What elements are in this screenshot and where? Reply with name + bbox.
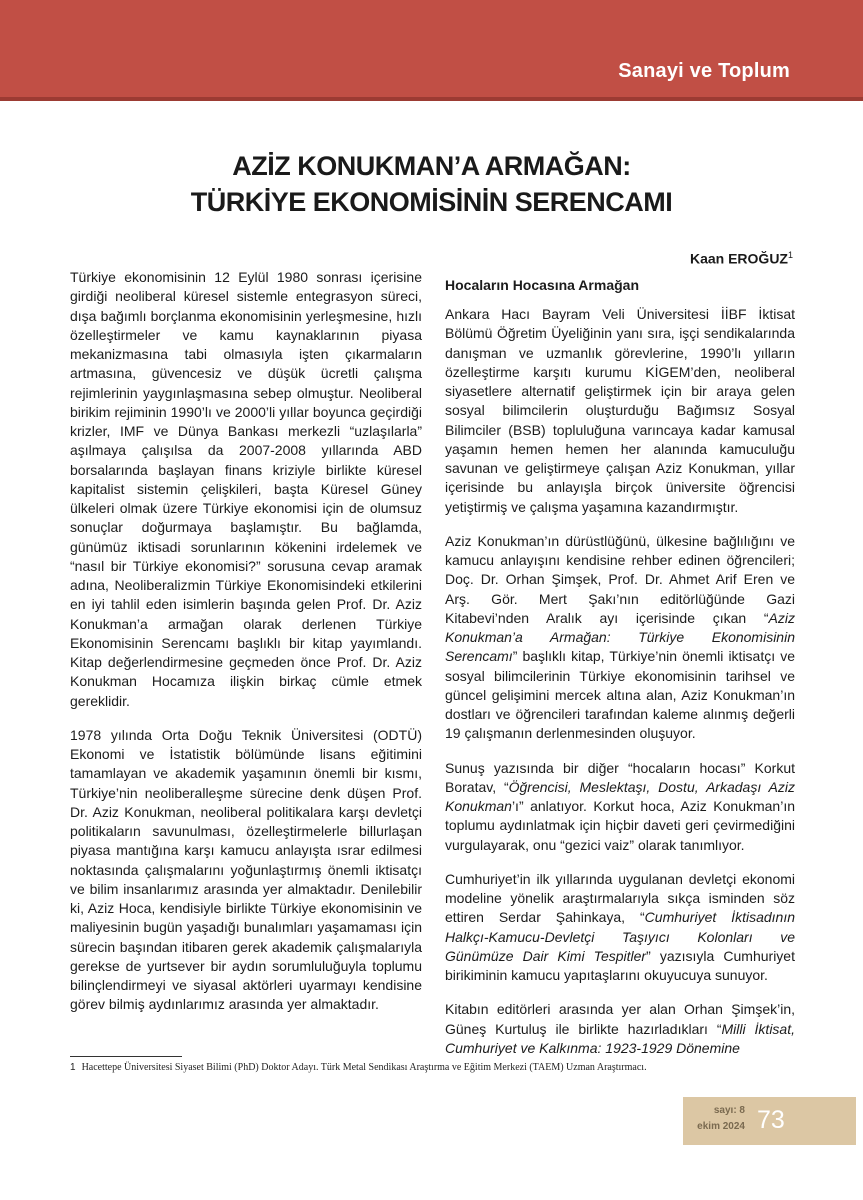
right-paragraph-5-text-a: Kitabın editörleri arasında yer alan Orhan Şimşek’in, Güneş Kurtuluş ile birlikte hazırladıkları “	[445, 1001, 795, 1037]
right-paragraph-4-text-a: Cumhuriyet’in ilk yıllarında uygulanan devletçi ekonomi modeline yönelik araştırmalarıyla sıkça isminden söz ettiren Serdar Şahinkaya, “	[445, 870, 795, 926]
article-title	[0, 148, 863, 220]
left-column	[70, 268, 422, 1030]
right-paragraph-1: Ankara Hacı Bayram Veli Üniversitesi İİBF İktisat Bölümü Öğretim Üyeliğinin yanı sıra, işçi sendikalarında danışman ve uzmanlık görevlerine, 1990’lı yılların özelleştirme karşıtı kurumu KİGEM’den, neoliberal siyasetlere alternatif geliştirmek için bir araya gelen sosyal bilimcilerin oluşturduğu Bağımsız Sosyal Bilimciler (BSB) topluluğuna varıncaya kadar kamusal yaşamın hemen hemen her alanında kamuculuğu savunan ve geliştirmeye çalışan Aziz Konukman, yıllar içerisinde bu anlayışla birçok üniversite öğrencisi yetiştirmiş ve çalışma yaşamına kazandırmıştır.	[445, 306, 795, 515]
footnote-rule	[70, 1056, 182, 1057]
issue-info	[683, 1103, 745, 1135]
right-paragraph-3-text-a: Sunuş yazısında bir diğer “hocaların hocası” Korkut Boratav, “	[445, 759, 795, 795]
issue-date: ekim 2024	[697, 1121, 745, 1132]
footnote-number: 1	[70, 1062, 76, 1073]
left-paragraph-2: 1978 yılında Orta Doğu Teknik Üniversitesi (ODTÜ) Ekonomi ve İstatistik bölümünde lisans eğitimini tamamlayan ve akademik yaşamının önemli bir kısmı, Türkiye’nin neoliberalleşme sürecine denk düşen Prof. Dr. Aziz Konukman, neoliberal politikalara karşı devletçi politikaların savunulması, özelleştirmelerle billurlaşan piyasa mantığına karşı kamucu anlayışta ısrar edilmesi noktasında çalışmalarını yoğunlaştırmış önemli iktisatçı ve bilim insanlarımız arasında yer almaktadır. Denilebilir ki, Aziz Hoca, kendisiyle birlikte Türkiye ekonomisinin ve maliyesinin bugün yaşadığı bunalımları yaşamaması için sürecin başından itibaren gerek akademik çalışmalarıyla gerekse de yurtsever bir aydın sorumluluğuyla toplumu bilinçlendirmeyi ve siyasal aktörleri uyarmayı kendisine görev bilmiş aydınlarımız arasında yer almaktadır.	[70, 726, 422, 1013]
footnote-text: Hacettepe Üniversitesi Siyaset Bilimi (PhD) Doktor Adayı. Türk Metal Sendikası Araştırma ve Eğitim Merkezi (TAEM) Uzman Araştırmacı.	[81, 1062, 647, 1073]
sahinkaya-piece-title: Cumhuriyet İktisadının Halkçı-Kamucu-Devletçi Taşıyıcı Kolonları ve Günümüze Dair Kimi Tespitler	[445, 909, 795, 964]
book-title: Aziz Konukman’a Armağan: Türkiye Ekonomisinin Serencamı	[445, 609, 795, 665]
article-title-line-1: AZİZ KONUKMAN’A ARMAĞAN:	[232, 151, 631, 181]
article-title-line-2: TÜRKİYE EKONOMİSİNİN SERENCAMI	[190, 187, 673, 217]
right-paragraph-4	[445, 870, 795, 986]
simsek-piece-title: Milli İktisat, Cumhuriyet ve Kalkınma: 1923-1929 Dönemine	[445, 1020, 796, 1056]
header-rule	[0, 97, 863, 101]
author-name: Kaan EROĞUZ	[689, 250, 788, 267]
right-paragraph-2-text-b: ” başlıklı kitap, Türkiye’nin önemli iktisatçı ve sosyal bilimcilerinin Türkiye ekonomisinin tarihsel ve güncel gelişimini mercek altına alan, Aziz Konukman’ın dostları ve öğrencileri tarafından kaleme alınmış değerli 19 çalışmanın derlenmesinden oluşuyor.	[445, 648, 795, 742]
author-byline	[690, 250, 793, 267]
right-paragraph-2	[445, 532, 795, 744]
boratav-piece-title: Öğrencisi, Meslektaşı, Dostu, Arkadaşı Aziz Konukman	[445, 778, 795, 814]
section-name: Sanayi ve Toplum	[618, 60, 790, 82]
issue-number: sayı: 8	[713, 1105, 745, 1116]
right-paragraph-4-text-b: ” yazısıyla Cumhuriyet birikiminin kamucu yapıtaşlarını okuyucuya sunuyor.	[445, 947, 795, 983]
right-column	[445, 276, 795, 1058]
author-footnote-ref[interactable]: 1	[787, 250, 793, 260]
right-paragraph-3-text-b: ’ı” anlatıyor. Korkut hoca, Aziz Konukman’ın toplumu aydınlatmak için hiçbir daveti geri çevirmediğini vurgulayarak, onu “gezici vaiz” olarak tanımlıyor.	[445, 798, 795, 853]
footnote	[70, 1062, 790, 1073]
subsection-heading: Hocaların Hocasına Armağan	[445, 277, 639, 293]
page-number: 73	[757, 1106, 785, 1134]
left-paragraph-1: Türkiye ekonomisinin 12 Eylül 1980 sonrası içerisine girdiği neoliberal küresel sistemle entegrasyon süreci, dışa bağımlı borçlanma ekonomisinin yerleşmesine, hızlı özelleştirmeler ve kamu kaynaklarının piyasa mekanizmasına tabi olmasıyla işten çıkarmaların artmasına, güvencesiz ve düşük ücretli çalışma rejimlerinin yaygınlaşmasına sebep olmuştur. Neoliberal birikim rejiminin 1990’lı ve 2000’li yıllar boyunca geçirdiği krizler, IMF ve Dünya Bankası merkezli “uzlaşılarla” aşılmaya çalışılsa da 2007-2008 yıllarında ABD borsalarında başlayan finans kriziyle birlikte küresel kapitalist sistemin çelişkileri, başta Küresel Güney ülkeleri olmak üzere Türkiye ekonomisi için de olumsuz sonuçlar doğurmaya başlamıştır. Bu bağlamda, günümüz iktisadi sorunlarının kökenini irdelemek ve “nasıl bir Türkiye ekonomisi?” sorusuna cevap aramak adına, Neoliberalizmin Türkiye Ekonomisindeki etkilerini en iyi tahlil eden isimlerin başında gelen Prof. Dr. Aziz Konukman’a armağan olarak derlenen Türkiye Ekonomisinin Serencamı başlıklı bir kitap yayımlandı. Kitap değerlendirmesine geçmeden önce Prof. Dr. Aziz Konukman Hocamıza ilişkin birkaç cümle etmek gereklidir.	[70, 269, 422, 709]
right-paragraph-5	[445, 1000, 795, 1058]
right-paragraph-2-text-a: Aziz Konukman’ın dürüstlüğünü, ülkesine bağlılığını ve kamucu anlayışını kendisine rehber edinen öğrencileri; Doç. Dr. Orhan Şimşek, Prof. Dr. Ahmet Arif Eren ve Arş. Gör. Mert Şakı’nın editörlüğünde Gazi Kitabevi’nden Aralık ayı içerisinde çıkan “	[445, 532, 795, 626]
right-paragraph-3	[445, 759, 795, 855]
